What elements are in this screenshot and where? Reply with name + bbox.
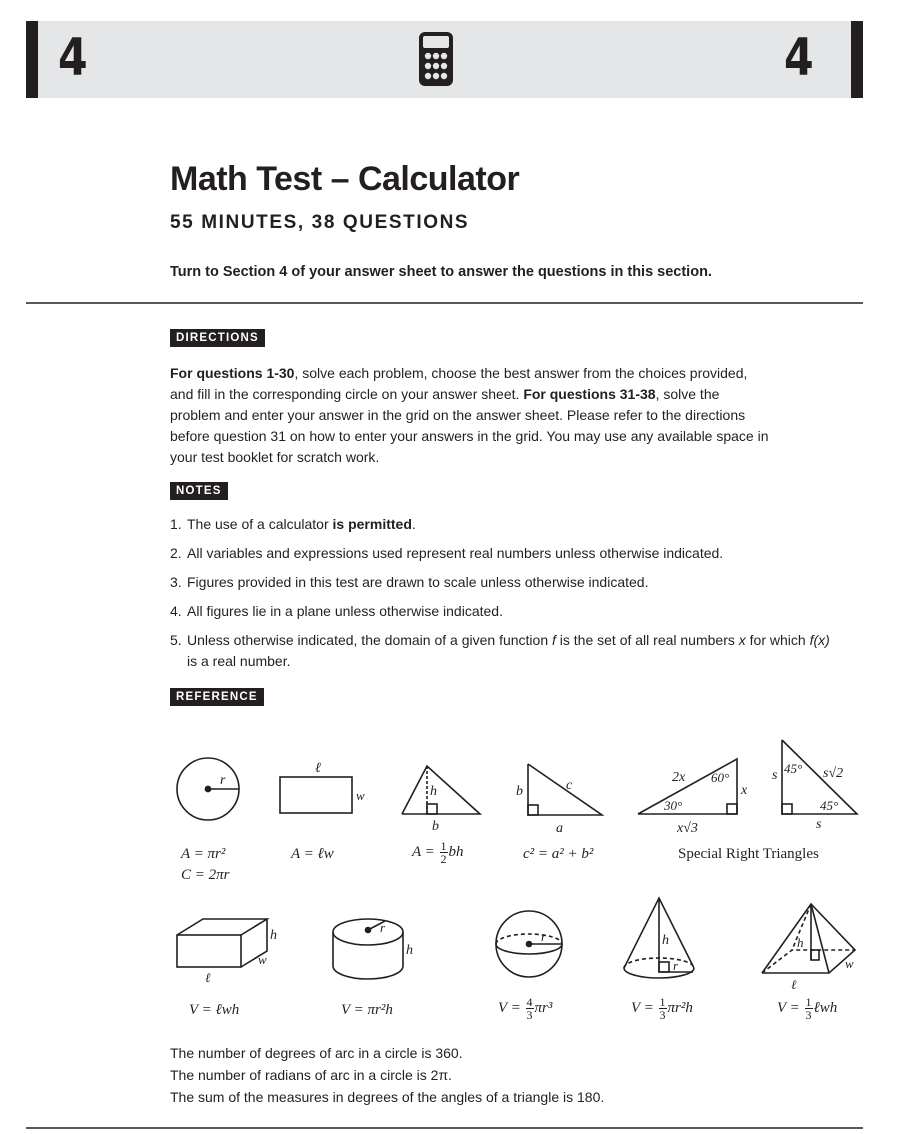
note-var-fx: f(x) <box>809 632 830 648</box>
rect-label-w: w <box>356 788 365 803</box>
notes-label: NOTES <box>170 482 228 500</box>
rectangle-area-formula: A = ℓw <box>291 846 334 862</box>
t45-label-s-bottom: s <box>816 817 822 832</box>
formula-suffix: πr³ <box>534 999 553 1016</box>
directions-text-1: , solve each problem, choose the best answer from the choices provided, and fill in the corresponding circle on your answer sheet. <box>170 365 748 402</box>
formula-prefix: V = <box>498 999 525 1016</box>
circle-label-r: r <box>220 773 226 788</box>
cone-label-h: h <box>662 933 669 948</box>
t3060-label-60: 60° <box>711 770 730 785</box>
t45-label-s-left: s <box>772 768 778 783</box>
rectangle-figure <box>280 761 365 813</box>
note-text: The use of a calculator <box>187 516 333 532</box>
circle-figure <box>177 758 239 820</box>
note-text: All variables and expressions used represent real numbers unless otherwise indicated. <box>187 545 724 561</box>
t3060-label-x: x <box>741 783 748 798</box>
note-text: for which <box>745 632 810 648</box>
directions-bold-1: For questions 1-30 <box>170 365 295 381</box>
formula-prefix: V = <box>777 999 804 1016</box>
fact-item: The number of degrees of arc in a circle is 360. <box>170 1045 463 1061</box>
t3060-label-30: 30° <box>664 798 683 813</box>
t3060-label-2x: 2x <box>672 770 686 785</box>
note-number: 1. <box>170 516 182 532</box>
fraction-numerator: 4 <box>526 995 533 1009</box>
triangle-area-formula <box>412 840 464 865</box>
box-label-h: h <box>270 928 277 943</box>
t3060-label-xr3: x√3 <box>677 821 698 836</box>
pyramid-volume-formula <box>777 996 837 1021</box>
cone-label-r: r <box>673 958 679 973</box>
page-subtitle: 55 MINUTES, 38 QUESTIONS <box>170 212 470 233</box>
note-number: 3. <box>170 574 182 590</box>
pyth-label-a: a <box>556 821 563 836</box>
fact-item: The sum of the measures in degrees of the angles of a triangle is 180. <box>170 1089 605 1105</box>
note-text: Figures provided in this test are drawn to scale unless otherwise indicated. <box>187 574 649 590</box>
page-title: Math Test – Calculator <box>170 160 520 198</box>
fraction-numerator: 1 <box>440 839 447 853</box>
reference-label: REFERENCE <box>170 688 264 706</box>
cylinder-label-r: r <box>380 920 386 935</box>
box-label-w: w <box>258 952 267 967</box>
fraction <box>526 996 534 1021</box>
rectangular-box-figure <box>177 919 277 985</box>
cone-volume-formula <box>631 996 693 1021</box>
sphere-label-r: r <box>541 929 547 944</box>
pyramid-figure <box>762 904 855 992</box>
formula-suffix: bh <box>448 843 464 860</box>
section-instruction: Turn to Section 4 of your answer sheet to answer the questions in this section. <box>170 264 712 280</box>
formula-suffix: πr²h <box>667 999 693 1016</box>
t45-label-45-top: 45° <box>784 761 803 776</box>
note-number: 5. <box>170 632 182 648</box>
fraction-denominator: 3 <box>526 1008 533 1022</box>
rect-label-l: ℓ <box>315 761 321 776</box>
pyramid-label-h: h <box>797 935 804 950</box>
box-label-l: ℓ <box>205 970 211 985</box>
special-right-triangles-caption: Special Right Triangles <box>678 846 819 862</box>
directions-text-2: , solve the problem and enter your answer in the grid on the answer sheet. Please refer to the directions before question 31 on how to enter your answers in the grid. You may use any available space in your test booklet for scratch work. <box>170 386 769 465</box>
fraction-numerator: 1 <box>805 995 812 1009</box>
pyramid-label-l: ℓ <box>791 977 797 992</box>
box-volume-formula: V = ℓwh <box>189 1002 240 1018</box>
sphere-figure <box>496 911 562 977</box>
divider-bottom <box>26 1127 863 1129</box>
pyth-label-c: c <box>566 778 573 793</box>
directions-label: DIRECTIONS <box>170 329 265 347</box>
directions-bold-2: For questions 31-38 <box>523 386 656 402</box>
fraction-denominator: 3 <box>659 1008 666 1022</box>
note-text: Unless otherwise indicated, the domain of a given function <box>187 632 552 648</box>
section-number-left: 4 <box>58 28 88 88</box>
circle-area-formula: A = πr² <box>181 846 226 862</box>
pythagorean-formula: c² = a² + b² <box>523 846 594 862</box>
pyramid-label-w: w <box>845 956 854 971</box>
note-var-x: x <box>738 632 746 648</box>
fraction-denominator: 2 <box>440 852 447 866</box>
t45-label-45-bot: 45° <box>820 798 839 813</box>
fraction <box>659 996 667 1021</box>
triangle-45-45-90-figure <box>772 740 857 832</box>
note-var-f: f <box>552 632 556 648</box>
cylinder-volume-formula: V = πr²h <box>341 1002 393 1018</box>
formula-prefix: V = <box>631 999 658 1016</box>
cone-figure <box>624 898 694 978</box>
fraction-numerator: 1 <box>659 995 666 1009</box>
circle-circumference-formula: C = 2πr <box>181 867 230 883</box>
note-number: 4. <box>170 603 182 619</box>
note-text: is a real number. <box>187 653 291 669</box>
fraction-denominator: 3 <box>805 1008 812 1022</box>
cylinder-label-h: h <box>406 943 413 958</box>
right-triangle-figure <box>516 764 602 836</box>
triangle-label-b: b <box>432 819 439 834</box>
note-text-end: . <box>411 516 416 532</box>
formula-prefix: A = <box>412 843 439 860</box>
note-bold: is permitted <box>332 516 412 532</box>
triangle-label-h: h <box>430 784 437 799</box>
formula-suffix: ℓwh <box>813 999 838 1016</box>
fact-item: The number of radians of arc in a circle is 2π. <box>170 1067 453 1083</box>
note-text: All figures lie in a plane unless otherwise indicated. <box>187 603 503 619</box>
note-text: is the set of all real numbers <box>555 632 739 648</box>
section-number-right: 4 <box>784 28 814 88</box>
reference-facts <box>170 1042 604 1108</box>
pyth-label-b: b <box>516 784 523 799</box>
cylinder-figure <box>333 919 413 979</box>
t45-label-sr2: s√2 <box>823 766 844 781</box>
fraction <box>440 840 448 865</box>
triangle-figure <box>402 766 480 834</box>
note-number: 2. <box>170 545 182 561</box>
triangle-30-60-90-figure <box>638 759 748 836</box>
sphere-volume-formula <box>498 996 552 1021</box>
fraction <box>805 996 813 1021</box>
